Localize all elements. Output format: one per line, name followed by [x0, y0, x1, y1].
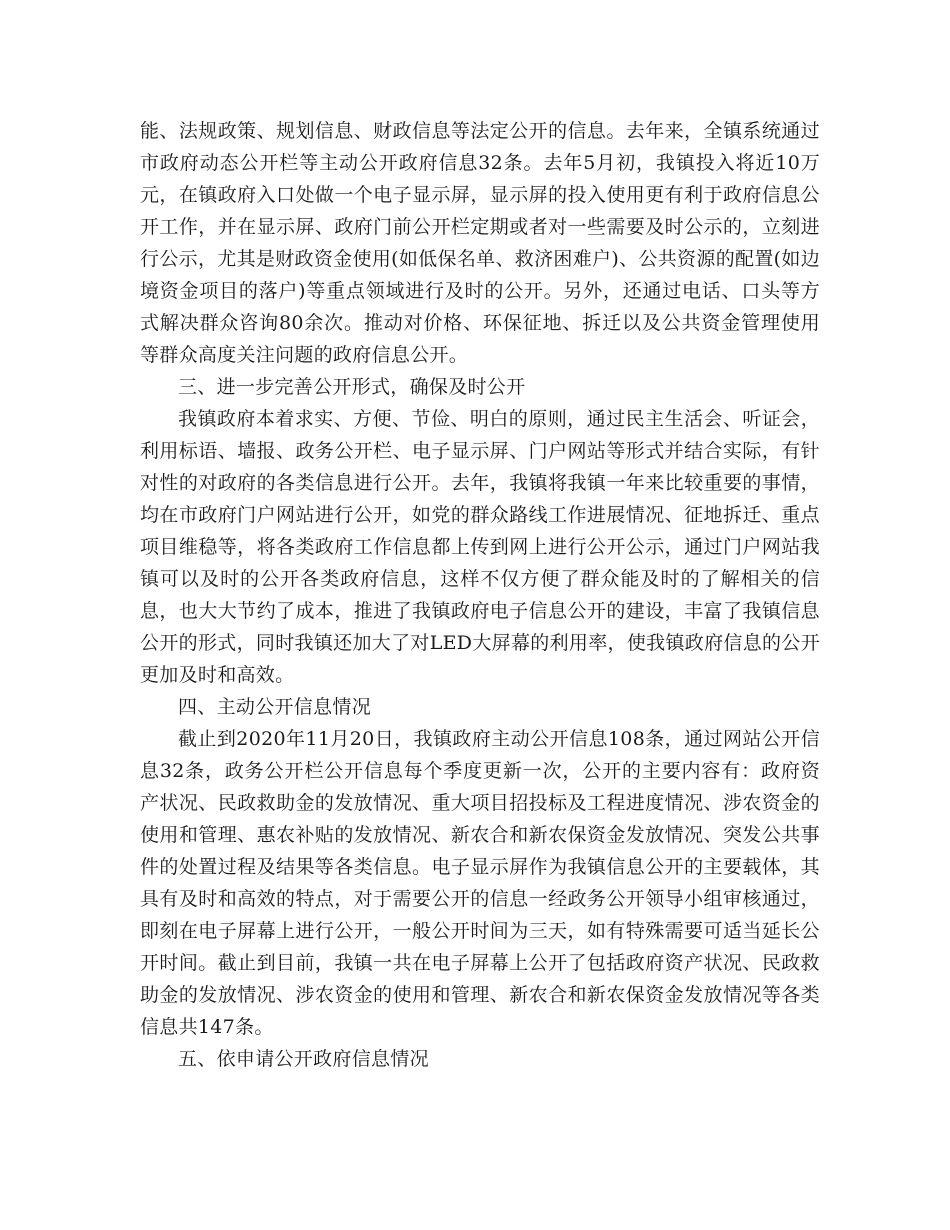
body-paragraph: 截止到2020年11月20日，我镇政府主动公开信息108条，通过网站公开信息32条，政务公开栏公开信息每个季度更新一次，公开的主要内容有：政府资产状况、民政救助金的发放情况、重大项目招投标及工程进度情况、涉农资金的使用和管理、惠农补贴的发放情况、新农合和新农保资金发放情况、突发公共事件的处置过程及结果等各类信息。电子显示屏作为我镇信息公开的主要载体，其具有及时和高效的特点，对于需要公开的信息一经政务公开领导小组审核通过，即刻在电子屏幕上进行公开，一般公开时间为三天，如有特殊需要可适当延长公开时间。截止到目前，我镇一共在电子屏幕上公开了包括政府资产状况、民政救助金的发放情况、涉农资金的使用和管理、新农合和新农保资金发放情况等各类信息共147条。 — [140, 728, 820, 1038]
section-heading: 五、依申请公开政府信息情况 — [178, 1048, 429, 1070]
body-paragraph: 我镇政府本着求实、方便、节俭、明白的原则，通过民主生活会、听证会，利用标语、墙报、政务公开栏、电子显示屏、门户网站等形式并结合实际，有针对性的对政府的各类信息进行公开。去年，我镇将我镇一年来比较重要的事情，均在市政府门户网站进行公开，如党的群众路线工作进展情况、征地拆迁、重点项目维稳等，将各类政府工作信息都上传到网上进行公开公示，通过门户网站我镇可以及时的公开各类政府信息，这样不仅方便了群众能及时的了解相关的信息，也大大节约了成本，推进了我镇政府电子信息公开的建设，丰富了我镇信息公开的形式，同时我镇还加大了对LED大屏幕的利用率，使我镇政府信息的公开更加及时和高效。 — [140, 408, 820, 686]
section-heading: 四、主动公开信息情况 — [178, 696, 372, 718]
body-paragraph: 能、法规政策、规划信息、财政信息等法定公开的信息。去年来，全镇系统通过市政府动态公开栏等主动公开政府信息32条。去年5月初，我镇投入将近10万元，在镇政府入口处做一个电子显示屏，显示屏的投入使用更有利于政府信息公开工作，并在显示屏、政府门前公开栏定期或者对一些需要及时公示的，立刻进行公示，尤其是财政资金使用(如低保名单、救济困难户)、公共资源的配置(如边境资金项目的落户)等重点领域进行及时的公开。另外，还通过电话、口头等方式解决群众咨询80余次。推动对价格、环保征地、拆迁以及公共资金管理使用等群众高度关注问题的政府信息公开。 — [140, 120, 820, 366]
document-body — [140, 115, 820, 1075]
section-heading: 三、进一步完善公开形式，确保及时公开 — [178, 376, 526, 398]
